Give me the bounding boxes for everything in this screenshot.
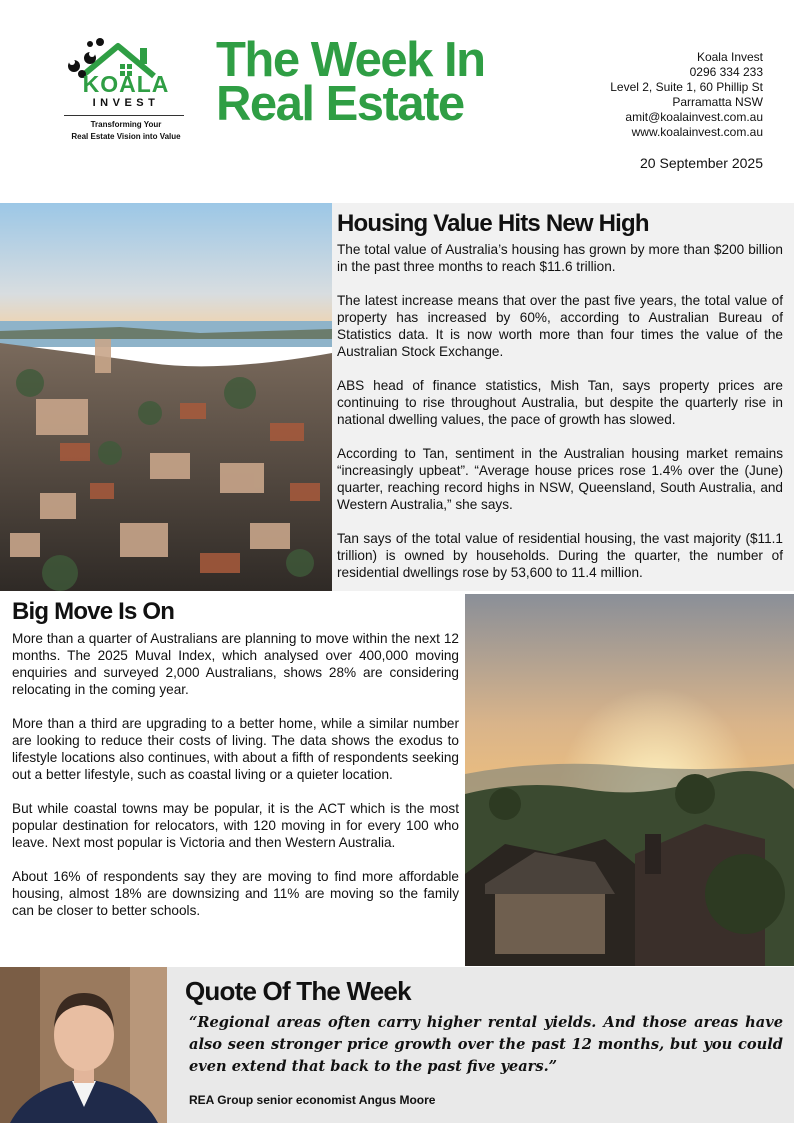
logo-divider [64, 115, 184, 116]
paragraph: The latest increase means that over the past five years, the total value of property has increased by 60%, according to Australian Bureau of Statistics data. It is now worth more than four times the value of the Australian Stock Exchange. [337, 293, 783, 359]
city-aerial-photo [0, 203, 332, 591]
paragraph: The total value of Australia’s housing has grown by more than $200 billion in the past three months to reach $11.6 trillion. [337, 242, 783, 274]
title-line-1: The Week In [216, 33, 485, 87]
company-name: Koala Invest [696, 50, 763, 64]
email-link[interactable]: amit@koalainvest.com.au [625, 110, 763, 124]
address-line-2: Parramatta NSW [672, 95, 763, 109]
paragraph: According to Tan, sentiment in the Australian housing market remains “increasingly upbeat”. “Average house prices rose 1.4% over the (June) quarter, reaching record highs in NSW, Queensland, South Australia, and Western Australia,” she says. [337, 446, 783, 512]
paragraph: ABS head of finance statistics, Mish Tan, says property prices are continuing to rise throughout Australia, but despite the quarterly rise in national dwelling values, the pace of growth has slowed. [337, 378, 783, 427]
logo-tagline [60, 119, 192, 143]
phone-number: 0296 334 233 [689, 65, 763, 79]
speaker-portrait-photo [0, 967, 167, 1123]
tagline-line-2: Real Estate Vision into Value [71, 132, 181, 141]
paragraph: More than a quarter of Australians are planning to move within the next 12 months. The 2025 Muval Index, which analysed over 400,000 moving enquiries and surveyed 2,000 Australians, shows 28% are considering relocating in the coming year. [12, 631, 459, 697]
quote-author: REA Group senior economist Angus Moore [189, 1093, 436, 1107]
sunset-houses-photo [465, 594, 794, 966]
article-title-housing: Housing Value Hits New High [337, 210, 649, 237]
article-body-big-move [12, 630, 459, 936]
article-body-housing [337, 241, 783, 598]
paragraph: About 16% of respondents say they are moving to find more affordable housing, almost 18% are downsizing and 11% are moving so the family can be closer to better schools. [12, 869, 459, 918]
paragraph: But while coastal towns may be popular, it is the ACT which is the most popular destination for relocators, with 120 moving in for every 100 who leave. Next most popular is Victoria and then Western Australia. [12, 801, 459, 850]
article-title-big-move: Big Move Is On [12, 598, 175, 625]
issue-date: 20 September 2025 [640, 155, 763, 171]
quote-section-title: Quote Of The Week [185, 976, 411, 1006]
quote-text: “Regional areas often carry higher rental yields. And those areas have also seen stronger price growth over the past 12 months, but you could even extend that back to the past five years.” [189, 1014, 783, 1075]
tagline-line-1: Transforming Your [90, 120, 162, 129]
title-line-2: Real Estate [216, 77, 464, 131]
website-link[interactable]: www.koalainvest.com.au [631, 125, 763, 139]
paragraph: Tan says of the total value of residential housing, the vast majority ($11.1 trillion) is owned by households. During the quarter, the number of residential dwellings rose by 53,600 to 11.4 million. [337, 531, 783, 580]
paragraph: More than a third are upgrading to a better home, while a similar number are looking to reduce their costs of living. The data shows the exodus to lifestyle locations also continues, with about a fifth of respondents seeking out a better lifestyle, such as coastal living or a quieter location. [12, 716, 459, 782]
logo-subword: INVEST [92, 97, 160, 109]
newsletter-title [216, 33, 536, 131]
address-line-1: Level 2, Suite 1, 60 Phillip St [610, 80, 763, 94]
logo-wordmark: KOALA [82, 71, 170, 97]
contact-block [503, 50, 763, 140]
